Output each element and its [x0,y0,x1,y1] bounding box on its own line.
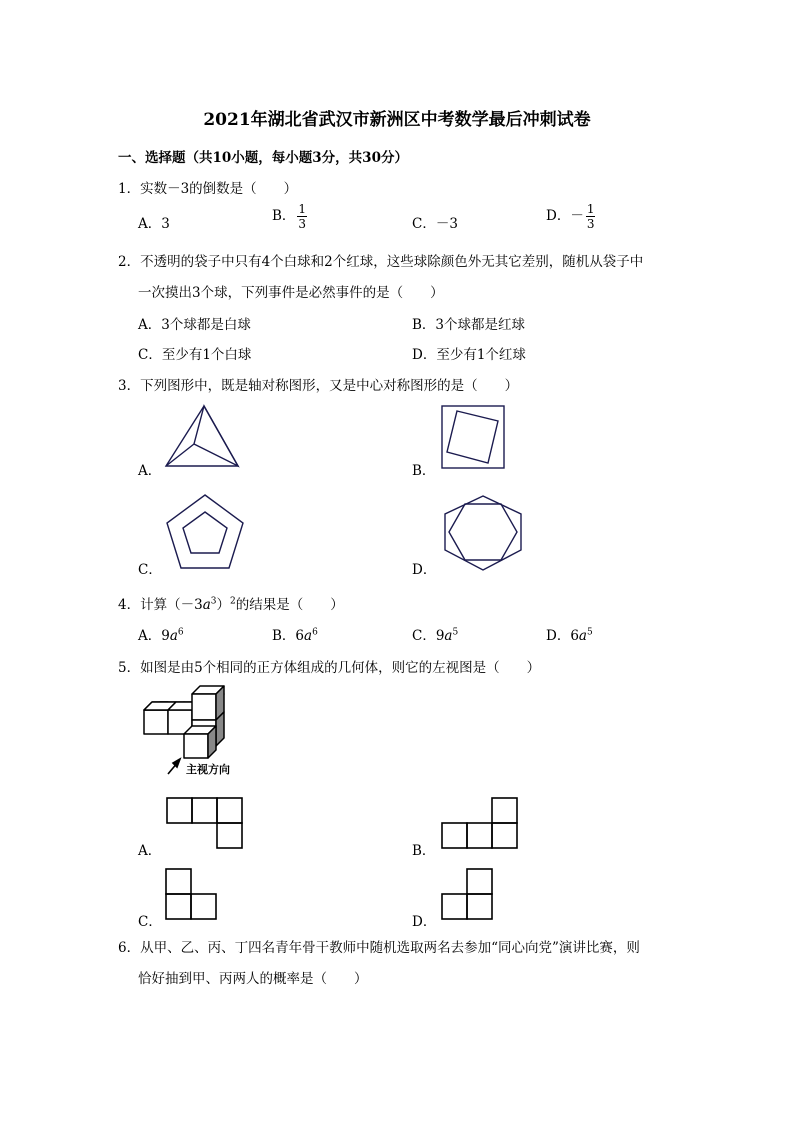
q4-stem-close: ） [216,597,230,613]
q3-option-c: C． [138,562,162,578]
page-title: 2021年湖北省武汉市新洲区中考数学最后冲刺试卷 [203,110,591,130]
q4-option-b-coef: B．6 [272,628,305,644]
q4-stem-inner-exponent: 3 [210,596,217,607]
question-3-stem: 3．下列图形中，既是轴对称图形，又是中心对称图形的是（ ） [118,378,519,394]
q4-option-c-exp: 5 [452,627,459,638]
q5-figure-a [166,797,244,849]
question-6-stem-line2: 恰好抽到甲、丙两人的概率是（ ） [138,971,368,987]
question-2-stem-line2: 一次摸出3个球，下列事件是必然事件的是（ ） [138,285,444,301]
q4-option-a-exp: 6 [177,627,184,638]
q1-option-b-numerator: 1 [298,202,307,216]
q3-figure-d-hexagons [441,494,525,572]
q1-option-d-denominator: 3 [586,217,595,231]
q4-option-b-var: a [304,628,313,644]
q5-direction-label: 主视方向 [186,763,230,776]
q4-option-b [272,624,318,644]
section-heading: 一、选择题（共10小题，每小题3分，共30分） [118,150,408,166]
q4-option-c [412,624,458,644]
q4-option-d-coef: D．6 [546,628,579,644]
q2-option-b: B．3个球都是红球 [412,317,526,333]
q4-stem-prefix: 4．计算（－3 [118,597,203,613]
q3-option-d: D． [412,562,437,578]
q4-stem-variable: a [202,597,211,613]
question-2-stem-line1: 2．不透明的袋子中只有4个白球和2个红球，这些球除颜色外无其它差别，随机从袋子中 [118,254,644,270]
q3-figure-a-triangle [160,400,246,472]
q1-option-b-denominator: 3 [298,217,307,231]
q4-option-b-exp: 6 [312,627,318,638]
q1-option-d-label: D．－ [546,208,584,224]
q1-option-c: C．－3 [412,216,458,232]
q5-figure-c [165,868,219,920]
q5-option-d: D． [412,914,437,930]
question-4-stem [118,593,344,613]
q4-option-d-var: a [578,628,587,644]
q2-option-a: A．3个球都是白球 [138,317,251,333]
q2-option-d: D．至少有1个红球 [412,347,526,363]
q4-stem-outer-exponent: 2 [229,596,236,607]
question-5-stem: 5．如图是由5个相同的正方体组成的几何体，则它的左视图是（ ） [118,660,541,676]
question-1-stem: 1．实数－3的倒数是（ ） [118,181,298,197]
q1-option-b [272,203,307,230]
q1-option-b-fraction [297,203,307,230]
q1-option-d-numerator: 1 [586,202,595,216]
q5-option-a: A． [138,843,162,859]
q4-stem-suffix: 的结果是（ ） [235,597,344,613]
q3-figure-b-squares [440,404,506,470]
q4-option-a [138,624,184,644]
q5-figure-b [441,797,519,849]
q4-option-a-coef: A．9 [138,628,170,644]
q4-option-d [546,624,593,644]
q3-figure-c-pentagons [163,493,247,571]
q3-option-b: B． [412,463,436,479]
q3-option-a: A． [138,463,162,479]
q5-option-c: C． [138,914,162,930]
q5-figure-d [441,868,495,920]
q1-option-d [546,203,595,230]
q5-option-b: B． [412,843,436,859]
q1-option-b-label: B． [272,208,296,224]
q2-option-c: C．至少有1个白球 [138,347,252,363]
q4-option-c-coef: C．9 [412,628,445,644]
q4-option-d-exp: 5 [586,627,593,638]
q4-option-c-var: a [444,628,453,644]
q1-option-d-fraction [586,203,596,230]
q1-option-a: A．3 [138,216,170,232]
question-6-stem-line1: 6．从甲、乙、丙、丁四名青年骨干教师中随机选取两名去参加“同心向党”演讲比赛，则 [118,940,640,956]
q4-option-a-var: a [169,628,178,644]
